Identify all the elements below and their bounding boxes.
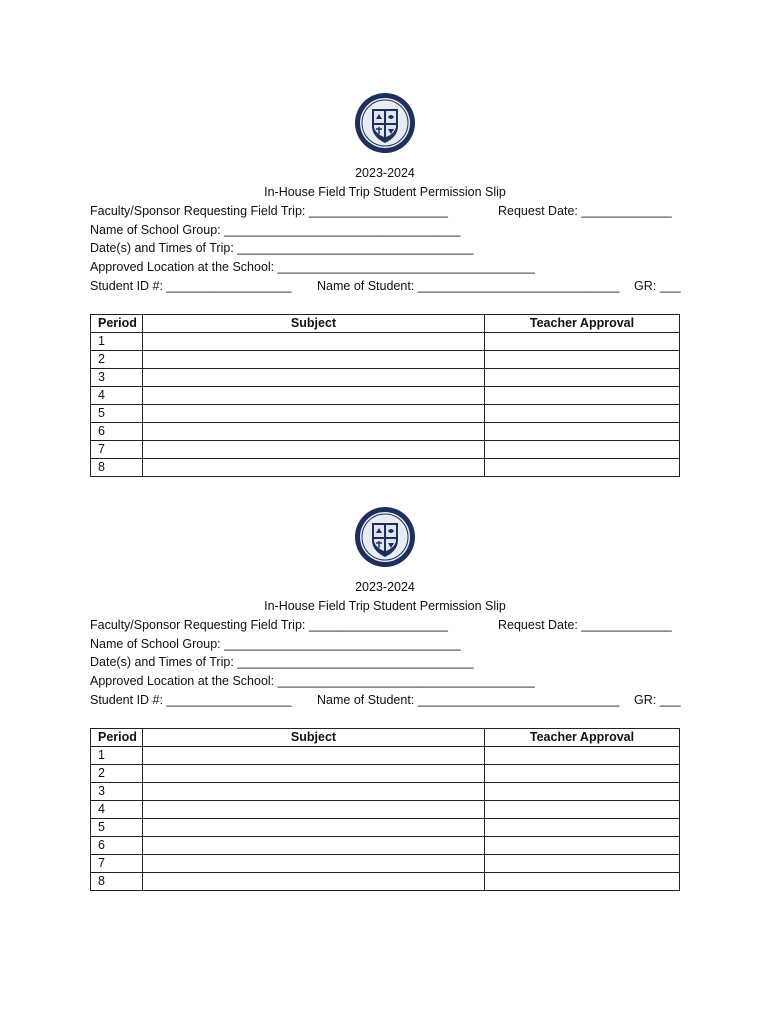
subject-cell[interactable]: [143, 765, 485, 783]
school-year: 2023-2024: [355, 580, 415, 594]
faculty-sponsor-field[interactable]: Faculty/Sponsor Requesting Field Trip: ____________________: [90, 204, 448, 218]
approved-location-field[interactable]: Approved Location at the School: _____________________________________: [90, 260, 535, 274]
student-id-field[interactable]: Student ID #: __________________: [90, 693, 292, 707]
grade-field[interactable]: GR: ___: [634, 279, 681, 293]
period-header: Period: [91, 315, 143, 333]
period-number: 7: [91, 855, 143, 873]
subject-cell[interactable]: [143, 459, 485, 477]
period-number: 8: [91, 873, 143, 891]
table-row: [91, 855, 680, 873]
teacher-approval-cell[interactable]: [485, 783, 680, 801]
period-number: 2: [91, 765, 143, 783]
approved-location-field[interactable]: Approved Location at the School: _____________________________________: [90, 674, 535, 688]
table-row: [91, 351, 680, 369]
table-row: [91, 783, 680, 801]
table-row: [91, 819, 680, 837]
table-row: [91, 747, 680, 765]
school-group-field[interactable]: Name of School Group: __________________________________: [90, 637, 461, 651]
period-number: 4: [91, 387, 143, 405]
table-row: [91, 369, 680, 387]
school-year: 2023-2024: [355, 166, 415, 180]
subject-cell[interactable]: [143, 873, 485, 891]
subject-cell[interactable]: [143, 369, 485, 387]
teacher-approval-cell[interactable]: [485, 333, 680, 351]
teacher-approval-cell[interactable]: [485, 459, 680, 477]
permission-slip-1: [0, 92, 770, 492]
table-header-row: [91, 315, 680, 333]
subject-cell[interactable]: [143, 441, 485, 459]
table-row: [91, 387, 680, 405]
period-number: 8: [91, 459, 143, 477]
period-number: 3: [91, 783, 143, 801]
subject-cell[interactable]: [143, 405, 485, 423]
subject-cell[interactable]: [143, 837, 485, 855]
grade-field[interactable]: GR: ___: [634, 693, 681, 707]
permission-slip-2: [0, 506, 770, 906]
table-row: [91, 801, 680, 819]
period-approval-table: [90, 314, 680, 477]
teacher-approval-header: Teacher Approval: [485, 315, 680, 333]
student-name-field[interactable]: Name of Student: _____________________________: [317, 279, 620, 293]
teacher-approval-cell[interactable]: [485, 405, 680, 423]
period-approval-table: [90, 728, 680, 891]
request-date-field[interactable]: Request Date: _____________: [498, 204, 672, 218]
teacher-approval-header: Teacher Approval: [485, 729, 680, 747]
table-row: [91, 441, 680, 459]
school-group-field[interactable]: Name of School Group: __________________________________: [90, 223, 461, 237]
slip-title: In-House Field Trip Student Permission Slip: [264, 599, 506, 613]
slip-title: In-House Field Trip Student Permission Slip: [264, 185, 506, 199]
table-row: [91, 765, 680, 783]
teacher-approval-cell[interactable]: [485, 819, 680, 837]
period-header: Period: [91, 729, 143, 747]
subject-cell[interactable]: [143, 387, 485, 405]
subject-cell[interactable]: [143, 783, 485, 801]
teacher-approval-cell[interactable]: [485, 441, 680, 459]
teacher-approval-cell[interactable]: [485, 855, 680, 873]
period-number: 6: [91, 837, 143, 855]
teacher-approval-cell[interactable]: [485, 387, 680, 405]
period-number: 7: [91, 441, 143, 459]
teacher-approval-cell[interactable]: [485, 837, 680, 855]
subject-header: Subject: [143, 729, 485, 747]
table-row: [91, 423, 680, 441]
school-seal-icon: [354, 92, 416, 154]
table-header-row: [91, 729, 680, 747]
table-row: [91, 873, 680, 891]
subject-cell[interactable]: [143, 333, 485, 351]
teacher-approval-cell[interactable]: [485, 747, 680, 765]
teacher-approval-cell[interactable]: [485, 369, 680, 387]
faculty-sponsor-field[interactable]: Faculty/Sponsor Requesting Field Trip: ____________________: [90, 618, 448, 632]
period-number: 3: [91, 369, 143, 387]
school-seal-icon: [354, 506, 416, 568]
period-number: 1: [91, 747, 143, 765]
subject-cell[interactable]: [143, 801, 485, 819]
teacher-approval-cell[interactable]: [485, 351, 680, 369]
teacher-approval-cell[interactable]: [485, 423, 680, 441]
period-number: 6: [91, 423, 143, 441]
teacher-approval-cell[interactable]: [485, 765, 680, 783]
trip-dates-field[interactable]: Date(s) and Times of Trip: __________________________________: [90, 241, 474, 255]
table-row: [91, 405, 680, 423]
student-name-field[interactable]: Name of Student: _____________________________: [317, 693, 620, 707]
teacher-approval-cell[interactable]: [485, 873, 680, 891]
table-row: [91, 333, 680, 351]
subject-cell[interactable]: [143, 747, 485, 765]
student-id-field[interactable]: Student ID #: __________________: [90, 279, 292, 293]
table-row: [91, 459, 680, 477]
subject-header: Subject: [143, 315, 485, 333]
table-row: [91, 837, 680, 855]
subject-cell[interactable]: [143, 351, 485, 369]
period-number: 5: [91, 819, 143, 837]
subject-cell[interactable]: [143, 819, 485, 837]
trip-dates-field[interactable]: Date(s) and Times of Trip: __________________________________: [90, 655, 474, 669]
subject-cell[interactable]: [143, 423, 485, 441]
period-number: 1: [91, 333, 143, 351]
period-number: 4: [91, 801, 143, 819]
teacher-approval-cell[interactable]: [485, 801, 680, 819]
request-date-field[interactable]: Request Date: _____________: [498, 618, 672, 632]
subject-cell[interactable]: [143, 855, 485, 873]
period-number: 2: [91, 351, 143, 369]
period-number: 5: [91, 405, 143, 423]
